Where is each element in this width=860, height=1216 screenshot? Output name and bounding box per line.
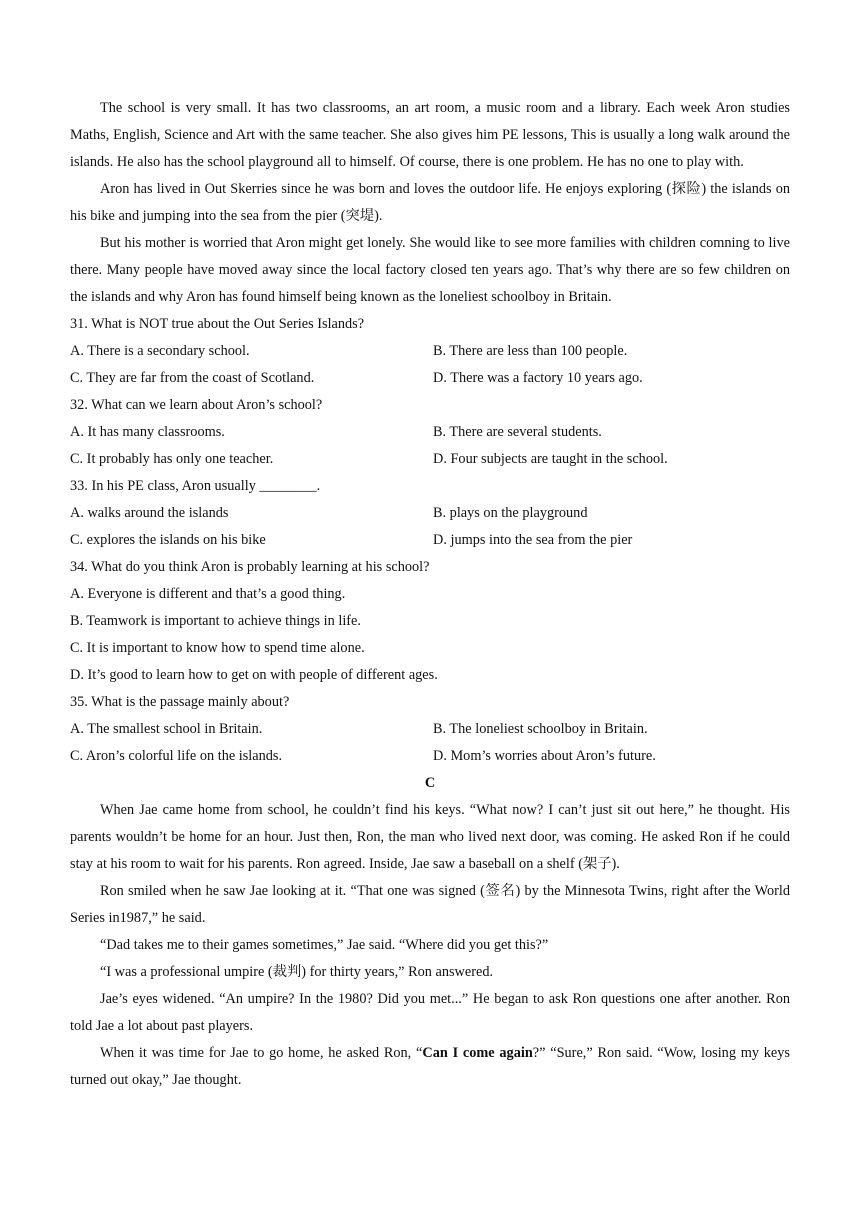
paragraph: Aron has lived in Out Skerries since he was born and loves the outdoor life. He enjoys exploring (探险) the islands on his bike and jumping into the sea from the pier (突堤). xyxy=(70,181,790,224)
option-b: B. There are less than 100 people. xyxy=(433,343,628,359)
paragraph: “I was a professional umpire (裁判) for thirty years,” Ron answered. xyxy=(100,964,494,980)
options-row xyxy=(70,743,790,770)
paragraph: The school is very small. It has two classrooms, an art room, a music room and a library. Each week Aron studies Maths, English, Science and Art with the same teacher. She also gives him PE lessons, This is usually a long walk around the islands. He also has the school playground all to himself. Of course, there is one problem. He has no one to play with. xyxy=(70,100,790,170)
option-c: C. It probably has only one teacher. xyxy=(70,451,274,467)
option-c: C. Aron’s colorful life on the islands. xyxy=(70,748,283,764)
question-stem: 34. What do you think Aron is probably learning at his school? xyxy=(70,559,430,575)
option-d: D. jumps into the sea from the pier xyxy=(433,532,633,548)
document-content xyxy=(70,95,790,1094)
paragraph: But his mother is worried that Aron might get lonely. She would like to see more families with children comning to live there. Many people have moved away since the local factory closed ten years ago. That’s why there are so few children on the islands and why Aron has found himself being known as the loneliest schoolboy in Britain. xyxy=(70,235,790,305)
options-row xyxy=(70,527,790,554)
option-d: D. Four subjects are taught in the school. xyxy=(433,451,668,467)
question-stem: 33. In his PE class, Aron usually ________. xyxy=(70,478,321,494)
option-d: D. There was a factory 10 years ago. xyxy=(433,370,643,386)
option-b: B. There are several students. xyxy=(433,424,602,440)
option-d: D. It’s good to learn how to get on with people of different ages. xyxy=(70,667,438,683)
option-c: C. explores the islands on his bike xyxy=(70,532,266,548)
options-row xyxy=(70,500,790,527)
option-c: C. It is important to know how to spend time alone. xyxy=(70,640,365,656)
bold-phrase: Can I come again xyxy=(422,1045,533,1061)
question-stem: 35. What is the passage mainly about? xyxy=(70,694,290,710)
option-d: D. Mom’s worries about Aron’s future. xyxy=(433,748,656,764)
paragraph: When Jae came home from school, he couldn’t find his keys. “What now? I can’t just sit out here,” he thought. His parents wouldn’t be home for an hour. Just then, Ron, the man who lived next door, was coming. He asked Ron if he could stay at his room to wait for his parents. Ron agreed. Inside, Jae saw a baseball on a shelf (架子). xyxy=(70,802,790,872)
option-b: B. The loneliest schoolboy in Britain. xyxy=(433,721,648,737)
option-c: C. They are far from the coast of Scotland. xyxy=(70,370,315,386)
options-row xyxy=(70,446,790,473)
options-row xyxy=(70,716,790,743)
paragraph: Ron smiled when he saw Jae looking at it. “That one was signed (签名) by the Minnesota Twins, right after the World Series in1987,” he said. xyxy=(70,883,790,926)
option-a: A. The smallest school in Britain. xyxy=(70,721,263,737)
option-a: A. walks around the islands xyxy=(70,505,229,521)
paragraph xyxy=(70,1040,790,1094)
option-a: A. There is a secondary school. xyxy=(70,343,250,359)
option-b: B. Teamwork is important to achieve things in life. xyxy=(70,613,361,629)
option-a: A. It has many classrooms. xyxy=(70,424,225,440)
text-run: When it was time for Jae to go home, he asked Ron, “ xyxy=(100,1045,423,1061)
section-heading: C xyxy=(424,775,436,791)
option-a: A. Everyone is different and that’s a good thing. xyxy=(70,586,346,602)
question-stem: 32. What can we learn about Aron’s school? xyxy=(70,397,323,413)
text-run: ?” “Sure,” Ron said. “Wow, losing my keys turned out okay,” Jae thought. xyxy=(70,1045,790,1088)
options-row xyxy=(70,419,790,446)
options-row xyxy=(70,365,790,392)
paragraph: “Dad takes me to their games sometimes,” Jae said. “Where did you get this?” xyxy=(100,937,549,953)
options-row xyxy=(70,338,790,365)
question-stem: 31. What is NOT true about the Out Series Islands? xyxy=(70,316,365,332)
option-b: B. plays on the playground xyxy=(433,505,588,521)
paragraph: Jae’s eyes widened. “An umpire? In the 1980? Did you met...” He began to ask Ron questions one after another. Ron told Jae a lot about past players. xyxy=(70,991,790,1034)
